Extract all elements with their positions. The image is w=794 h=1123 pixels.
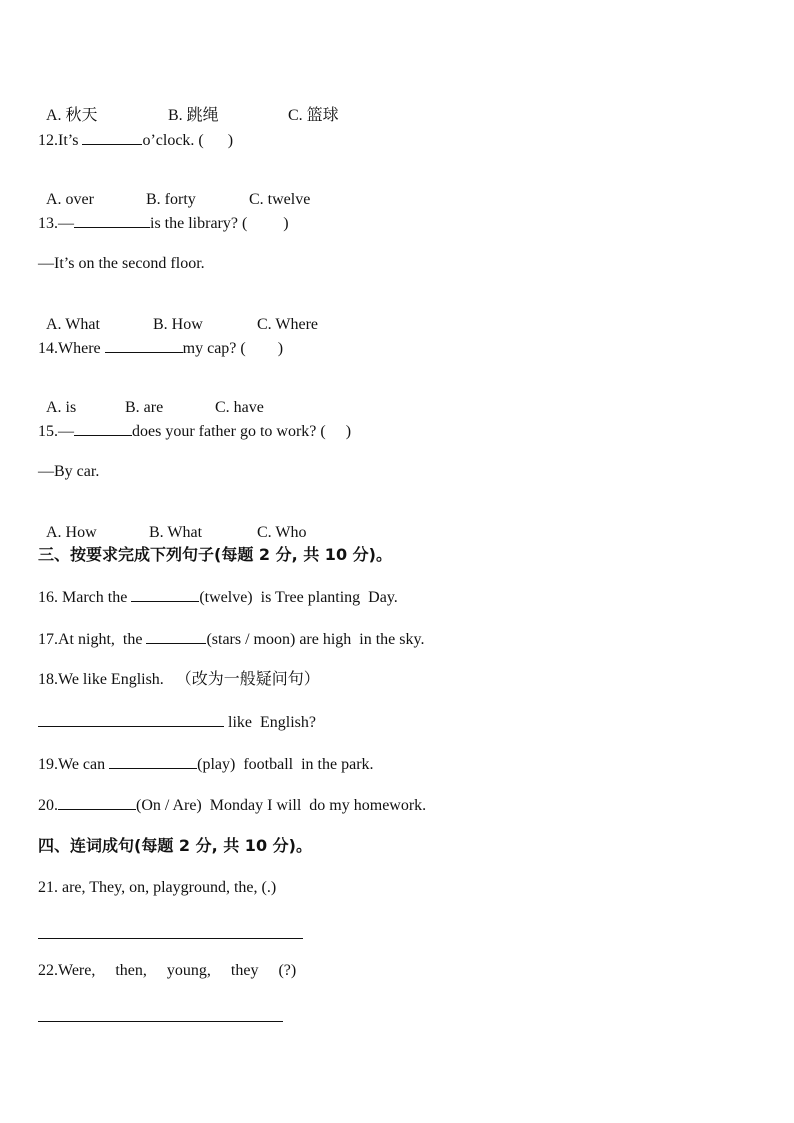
q12-option-a: A. over (46, 191, 94, 208)
q18-suffix: like English? (224, 714, 316, 731)
q14-option-c: C. have (215, 399, 264, 416)
q15-answer: —By car. (38, 463, 100, 480)
q12-prefix: 12.It’s (38, 132, 83, 149)
q13-answer: —It’s on the second floor. (38, 255, 205, 272)
question-13 (38, 212, 289, 234)
q20-blank[interactable] (58, 794, 136, 810)
q13-prefix: 13.— (38, 215, 74, 232)
q14-prefix: 14.Where (38, 340, 105, 357)
q14-options (38, 378, 264, 418)
q19-blank[interactable] (109, 753, 197, 769)
q12-blank[interactable] (82, 129, 142, 145)
q14-suffix: my cap? ( ) (182, 340, 284, 357)
q20-suffix: (On / Are) Monday I will do my homework. (136, 797, 427, 814)
q12-option-c: C. twelve (249, 191, 311, 208)
section-4-heading: 四、连词成句(每题 2 分, 共 10 分)。 (38, 836, 312, 855)
q20-prefix: 20. (38, 797, 58, 814)
q11-option-c: C. 篮球 (288, 107, 339, 124)
q19-prefix: 19.We can (38, 756, 110, 773)
q22-answer-line[interactable] (38, 1021, 283, 1022)
question-19 (38, 753, 374, 775)
q11-option-b: B. 跳绳 (168, 107, 219, 124)
q14-blank[interactable] (105, 337, 183, 353)
q13-option-a: A. What (46, 316, 100, 333)
q21-answer-line[interactable] (38, 938, 303, 939)
question-12 (38, 129, 233, 151)
q18-answer-line (38, 711, 316, 733)
q11-option-a: A. 秋天 (46, 107, 98, 124)
q17-suffix: (stars / moon) are high in the sky. (206, 631, 425, 648)
q12-option-b: B. forty (146, 191, 196, 208)
q13-option-c: C. Where (257, 316, 319, 333)
question-20 (38, 794, 426, 816)
question-14 (38, 337, 283, 359)
q14-option-b: B. are (125, 399, 164, 416)
q11-options (38, 86, 339, 126)
section-3-heading: 三、按要求完成下列句子(每题 2 分, 共 10 分)。 (38, 545, 392, 564)
q16-blank[interactable] (131, 586, 199, 602)
q15-option-a: A. How (46, 524, 97, 541)
q12-options (38, 170, 310, 210)
q13-suffix: is the library? ( ) (150, 215, 289, 232)
q16-suffix: (twelve) is Tree planting Day. (199, 589, 398, 606)
q13-option-b: B. How (153, 316, 203, 333)
q15-blank[interactable] (74, 420, 132, 436)
q17-blank[interactable] (146, 628, 206, 644)
q18-blank[interactable] (38, 711, 224, 727)
q15-option-b: B. What (149, 524, 203, 541)
q15-option-c: C. Who (257, 524, 307, 541)
q15-prefix: 15.— (38, 423, 74, 440)
q15-suffix: does your father go to work? ( ) (132, 423, 352, 440)
q19-suffix: (play) football in the park. (197, 756, 374, 773)
question-18: 18.We like English. （改为一般疑问句） (38, 671, 320, 688)
question-15 (38, 420, 351, 442)
q12-suffix: o’clock. ( ) (142, 132, 234, 149)
q13-blank[interactable] (74, 212, 150, 228)
q16-prefix: 16. March the (38, 589, 132, 606)
question-16 (38, 586, 398, 608)
question-17 (38, 628, 424, 650)
q15-options (38, 503, 306, 543)
question-22: 22.Were, then, young, they (?) (38, 962, 297, 979)
q17-prefix: 17.At night, the (38, 631, 147, 648)
question-21: 21. are, They, on, playground, the, (.) (38, 879, 277, 896)
q13-options (38, 295, 318, 335)
q14-option-a: A. is (46, 399, 77, 416)
